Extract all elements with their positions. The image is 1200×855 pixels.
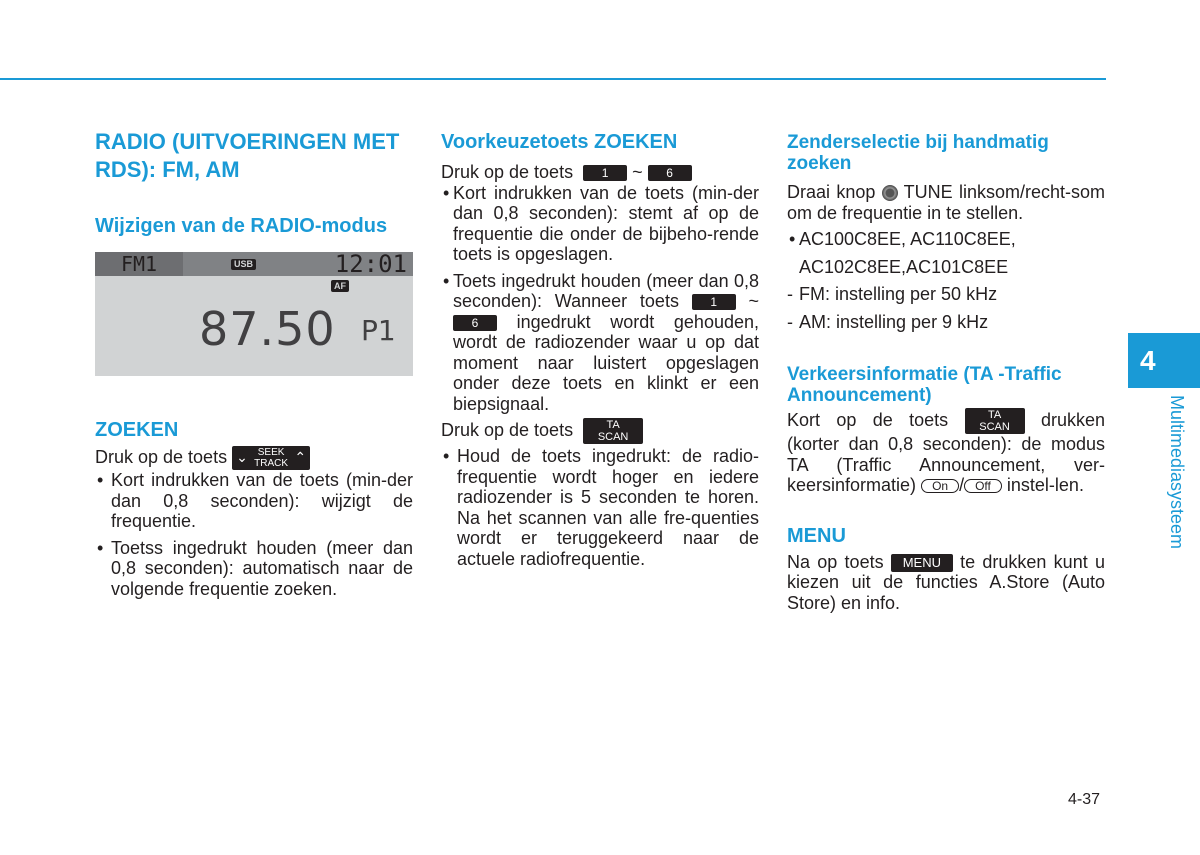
turn-text-b: TUNE linksom/recht-som om de frequentie in te stellen.	[787, 182, 1105, 223]
ta-scan-key	[965, 408, 1025, 434]
menu-text-a: Na op toets	[787, 551, 884, 572]
ta-key-top: TA	[987, 409, 1002, 421]
column-left	[95, 128, 413, 599]
press-line-2	[441, 418, 759, 444]
on-key: On	[921, 479, 959, 493]
chapter-number-tab: 4	[1128, 333, 1200, 388]
fm-step: - FM: instelling per 50 kHz	[787, 284, 1105, 305]
long-press-text-a: Toets ingedrukt houden (meer dan 0,8 seconden): Wanneer toets	[453, 270, 759, 311]
models-line-1: • AC100C8EE, AC110C8EE,	[787, 229, 1105, 250]
menu-paragraph	[787, 552, 1105, 614]
press-text: Druk op de toets	[441, 162, 574, 182]
tune-knob-icon	[882, 185, 898, 201]
chapter-title-tab	[1164, 395, 1190, 565]
chevron-down-icon: ⌄	[236, 449, 248, 465]
manual-heading: Zenderselectie bij handmatig zoeken	[787, 132, 1049, 174]
press-text: Druk op de toets	[95, 446, 228, 467]
bullet-long-press: • Toetss ingedrukt houden (meer dan 0,8 seconden): automatisch naar de volgende frequentie zoeken.	[95, 538, 413, 600]
display-preset: P1	[361, 314, 396, 347]
tilde: ~	[632, 162, 643, 182]
af-indicator: AF	[331, 280, 349, 292]
bullet-scan: • Houd de toets ingedrukt: de radio-frequentie wordt hoger en iedere radiozender is 5 seconden te horen. Na het scannen van alle fre-quenties wordt er teruggekeerd naar de actuele radiofrequentie.	[441, 446, 759, 569]
preset-key-1: 1	[583, 165, 627, 181]
ta-key-bottom: SCAN	[597, 431, 629, 443]
press-line	[95, 446, 413, 470]
tilde: ~	[748, 291, 759, 311]
seek-key-top: SEEK	[257, 447, 285, 458]
press-line	[441, 162, 759, 183]
ta-key-top: TA	[606, 419, 620, 431]
menu-key: MENU	[891, 554, 953, 572]
turn-text-a: Draai knop	[787, 182, 876, 202]
seek-key-bottom: TRACK	[254, 458, 289, 469]
section-title: RADIO (UITVOERINGEN MET RDS): FM, AM	[95, 129, 400, 182]
menu-text-b: te drukken kunt u kiezen uit de functies A.Store (Auto Store) en info.	[787, 551, 1105, 613]
menu-heading: MENU	[787, 524, 846, 547]
long-press-text-b: ingedrukt wordt gehouden, wordt de radiozender waar u op dat moment naar luistert opgeslagen onder deze toets en klinkt er een biepsignaal.	[453, 311, 759, 414]
press-text: Druk op de toets	[441, 419, 574, 440]
preset-key-6: 6	[453, 315, 497, 331]
display-clock: 12:01	[334, 250, 407, 278]
display-band: FM1	[95, 252, 183, 276]
preset-key-1: 1	[692, 294, 736, 310]
column-middle	[441, 128, 759, 569]
preset-key-6: 6	[648, 165, 692, 181]
models-line-2: AC102C8EE,AC101C8EE	[799, 256, 1009, 277]
bullet-short-press: • Kort indrukken van de toets (min-der dan 0,8 seconden): wijzigt de frequentie.	[95, 470, 413, 532]
turn-paragraph	[787, 182, 1105, 223]
chevron-up-icon: ⌃	[294, 449, 307, 465]
off-key: Off	[964, 479, 1002, 493]
ta-key-bottom: SCAN	[979, 421, 1010, 433]
radio-display-image	[95, 252, 413, 376]
page-number: 4-37	[1068, 791, 1101, 808]
ta-scan-key	[583, 418, 643, 444]
preset-heading: Voorkeuzetoets ZOEKEN	[441, 131, 678, 153]
bullet-long-press	[441, 271, 759, 415]
am-step: - AM: instelling per 9 kHz	[787, 312, 1105, 333]
mode-heading: Wijzigen van de RADIO-modus	[95, 215, 388, 237]
header-rule	[0, 78, 1106, 80]
column-right	[787, 128, 1105, 613]
bullet-short-press: • Kort indrukken van de toets (min-der dan 0,8 seconden): stemt af op de frequentie die onder de bijbeho-rende toets is opgeslagen.	[441, 183, 759, 265]
traffic-heading: Verkeersinformatie (TA -Traffic Announcement)	[787, 364, 1062, 406]
ta-text-b: drukken (korter dan 0,8 seconden): de modus TA (Traffic Announcement, ver-keersinformatie)	[787, 409, 1105, 495]
zoeken-heading: ZOEKEN	[95, 419, 179, 441]
usb-indicator: USB	[231, 259, 256, 270]
slash: /	[959, 475, 965, 495]
display-frequency: 87.50	[199, 302, 336, 356]
chapter-title: Multimediasysteem	[1167, 395, 1187, 550]
traffic-paragraph	[787, 408, 1105, 496]
ta-text-a: Kort op de toets	[787, 409, 949, 430]
ta-text-c: instel-len.	[1006, 475, 1084, 495]
seek-track-key	[232, 446, 310, 470]
